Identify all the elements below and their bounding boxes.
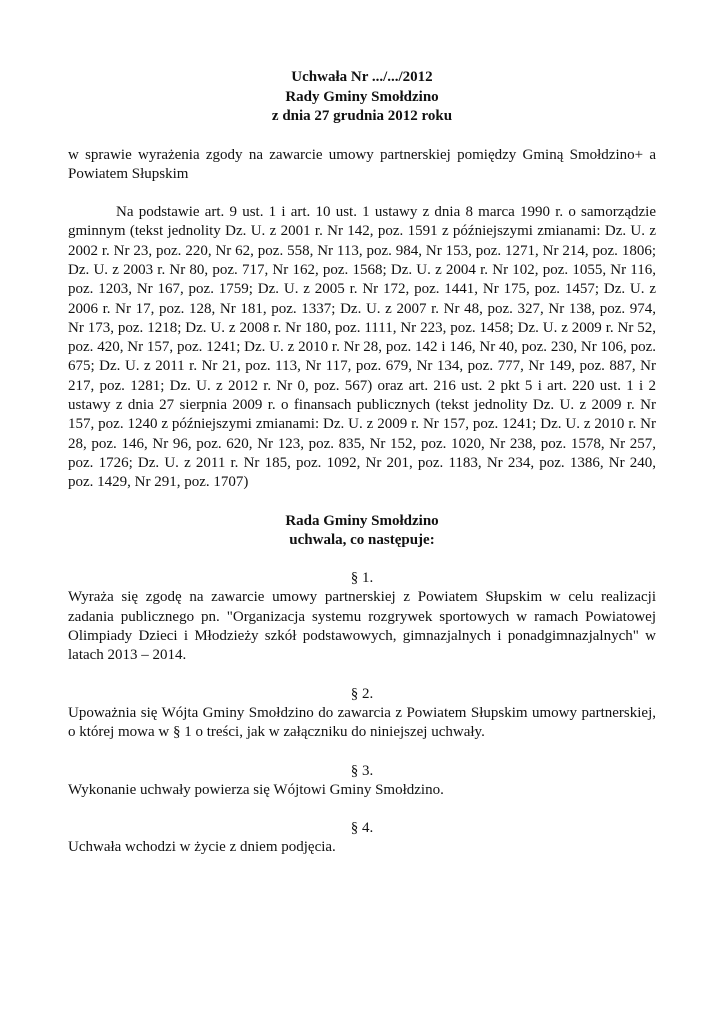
section-text: Upoważnia się Wójta Gminy Smołdzino do zawarcia z Powiatem Słupskim umowy partnerskiej, o której mowa w § 1 o treści, jak w załączniku do niniejszej uchwały. bbox=[68, 704, 656, 741]
council-resolves-text: uchwala, co następuje: bbox=[289, 531, 435, 548]
council-heading: Rada Gminy Smołdzino bbox=[285, 512, 439, 529]
section-3 bbox=[68, 762, 656, 801]
section-text: Uchwała wchodzi w życie z dniem podjęcia. bbox=[68, 839, 336, 856]
resolution-header bbox=[68, 68, 656, 127]
council-name: Rady Gminy Smołdzino bbox=[285, 88, 439, 105]
resolution-subject: w sprawie wyrażenia zgody na zawarcie umowy partnerskiej pomiędzy Gminą Smołdzino+ a Powiatem Słupskim bbox=[68, 146, 656, 182]
resolution-number: Uchwała Nr .../.../2012 bbox=[291, 69, 433, 85]
section-4 bbox=[68, 819, 656, 858]
section-text: Wykonanie uchwały powierza się Wójtowi Gminy Smołdzino. bbox=[68, 781, 444, 798]
legal-basis: Na podstawie art. 9 ust. 1 i art. 10 ust. 1 ustawy z dnia 8 marca 1990 r. o samorządzie gminnym (tekst jednolity Dz. U. z 2001 r. Nr 142, poz. 1591 z późniejszymi zmianami: Dz. U. z 2002 r. Nr 23, poz. 220, Nr 62, poz. 558, Nr 113, poz. 984, Nr 153, poz. 1271, Nr 214, poz. 1806; Dz. U. z 2003 r. Nr 80, poz. 717, Nr 162, poz. 1568; Dz. U. z 2004 r. Nr 102, poz. 1055, Nr 116, poz. 1203, Nr 167, poz. 1759; Dz. U. z 2005 r. Nr 172, poz. 1441, Nr 175, poz. 1457; Dz. U. z 2006 r. Nr 17, poz. 128, Nr 181, poz. 1337; Dz. U. z 2007 r. Nr 48, poz. 327, Nr 138, poz. 974, Nr 173, poz. 1218; Dz. U. z 2008 r. Nr 180, poz. 1111, Nr 223, poz. 1458; Dz. U. z 2009 r. Nr 52, poz. 420, Nr 157, poz. 1241; Dz. U. z 2010 r. Nr 28, poz. 142 i 146, Nr 40, poz. 230, Nr 106, poz. 675; Dz. U. z 2011 r. Nr 21, poz. 113, Nr 117, poz. 679, Nr 134, poz. 777, Nr 149, poz. 887, Nr 217, poz. 1281; Dz. U. z 2012 r. Nr 0, poz. 567) oraz art. 216 ust. 2 pkt 5 i art. 220 ust. 1 i 2 ustawy z dnia 27 sierpnia 2009 r. o finansach publicznych (tekst jednolity Dz. U. z 2009 r. Nr 157, poz. 1240 z późniejszymi zmianami: Dz. U. z 2009 r. Nr 157, poz. 1241; Dz. U. z 2010 r. Nr 28, poz. 146, Nr 96, poz. 620, Nr 123, poz. 835, Nr 152, poz. 1020, Nr 238, poz. 1578, Nr 257, poz. 1726; Dz. U. z 2011 r. Nr 185, poz. 1092, Nr 201, poz. 1183, Nr 234, poz. 1386, Nr 240, poz. 1429, Nr 291, poz. 1707) bbox=[68, 204, 656, 491]
section-number: § 2. bbox=[350, 685, 374, 702]
section-text: Wyraża się zgodę na zawarcie umowy partnerskiej z Powiatem Słupskim w celu realizacji zadania publicznego pn. "Organizacja systemu rozgrywek sportowych w ramach Powiatowej Olimpiady Dzieci i Młodzieży szkół podstawowych, gimnazjalnych i ponadgimnazjalnych" w latach 2013 – 2014. bbox=[68, 589, 656, 664]
section-2 bbox=[68, 685, 656, 743]
section-number: § 3. bbox=[350, 762, 374, 779]
resolution-date: z dnia 27 grudnia 2012 roku bbox=[271, 108, 453, 124]
section-number: § 1. bbox=[350, 570, 374, 587]
council-resolves bbox=[68, 512, 656, 551]
section-1 bbox=[68, 569, 656, 665]
section-number: § 4. bbox=[350, 820, 374, 837]
